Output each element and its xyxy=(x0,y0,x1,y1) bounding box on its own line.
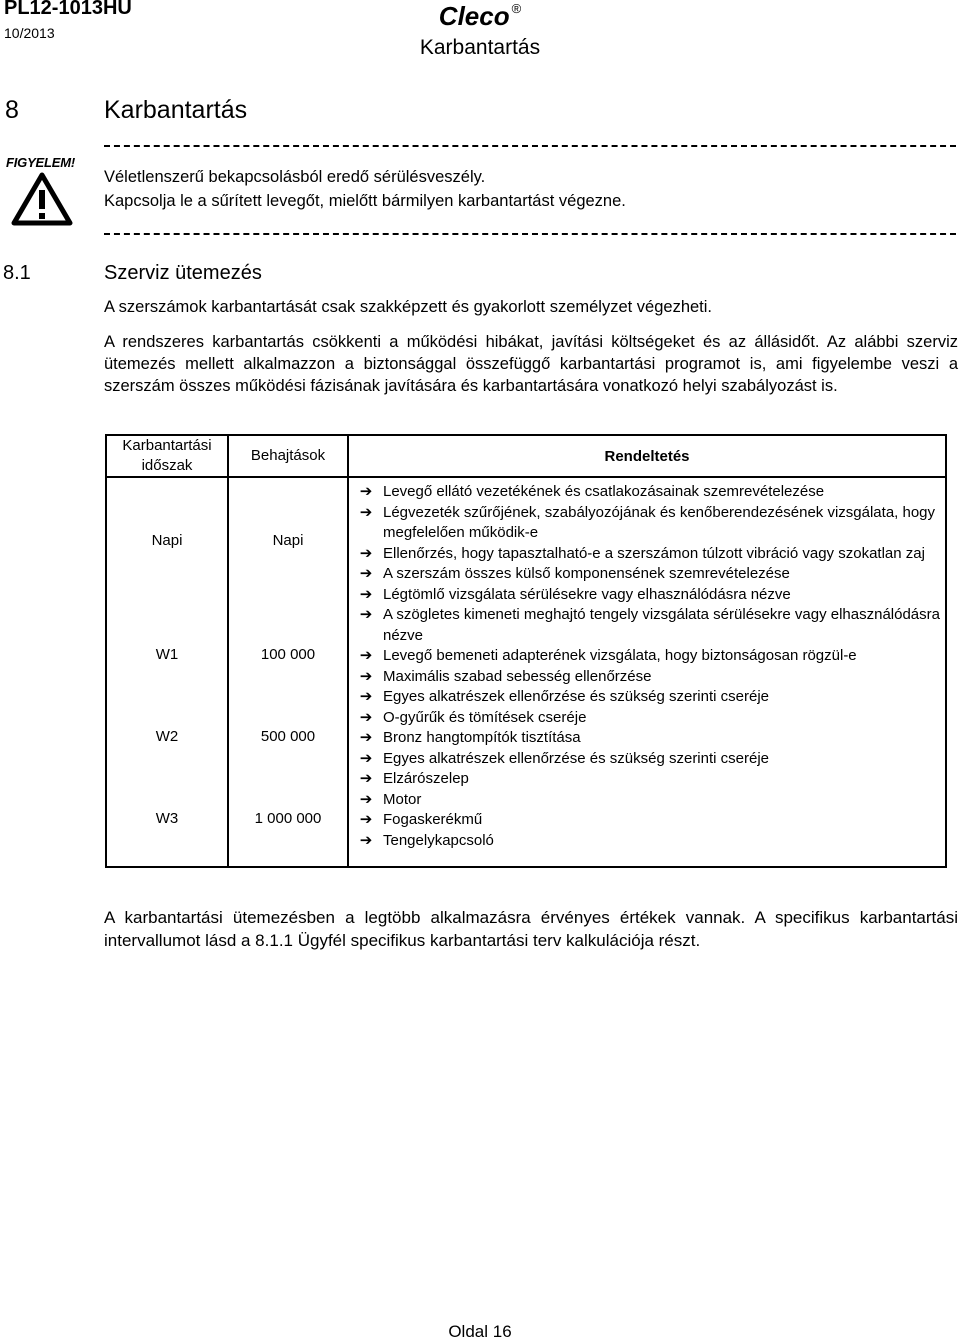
warning-line-2: Kapcsolja le a sűrített levegőt, mielőtt bármilyen karbantartást végezne. xyxy=(104,192,626,210)
subsection-title: Szerviz ütemezés xyxy=(104,262,262,284)
task-item: ➔ Légvezeték szűrőjének, szabályozójának és kenőberendezésének vizsgálata, hogy megfelelően működik-e xyxy=(349,503,945,544)
page-number: Oldal 16 xyxy=(448,1322,512,1341)
task-item: ➔ Tengelykapcsoló xyxy=(349,831,945,852)
document-date: 10/2013 xyxy=(4,25,55,41)
task-item: ➔ Egyes alkatrészek ellenőrzése és szükség szerinti cseréje xyxy=(349,749,945,770)
arrow-right-icon: ➔ xyxy=(359,585,373,603)
document-code: PL12-1013HU xyxy=(4,0,132,19)
task-item: ➔ Levegő ellátó vezetékének és csatlakozásainak szemrevételezése xyxy=(349,482,945,503)
task-item: ➔ Levegő bemeneti adapterének vizsgálata, hogy biztonságosan rögzül-e xyxy=(349,646,945,667)
task-item: ➔ Elzárószelep xyxy=(349,769,945,790)
cycles-napi: Napi xyxy=(272,532,304,549)
cycles-column xyxy=(228,477,348,867)
arrow-right-icon: ➔ xyxy=(359,790,373,808)
arrow-right-icon: ➔ xyxy=(359,606,373,623)
task-item: ➔ Ellenőrzés, hogy tapasztalható-e a szerszámon túlzott vibráció vagy szokatlan zaj xyxy=(349,544,945,565)
warning-line-1: Véletlenszerű bekapcsolásból eredő sérülésveszély. xyxy=(104,168,486,186)
header-period: Karbantartási időszak xyxy=(106,435,228,477)
table-header-row xyxy=(106,435,946,477)
task-item: ➔ O-gyűrűk és tömítések cseréje xyxy=(349,708,945,729)
warning-bottom-divider xyxy=(104,233,956,235)
header-purpose: Rendeltetés xyxy=(348,435,946,477)
cycles-w3: 1 000 000 xyxy=(254,810,322,827)
task-item: ➔ Fogaskerékmű xyxy=(349,810,945,831)
task-item: ➔ A szögletes kimeneti meghajtó tengely vizsgálata sérülésekre vagy elhasználódásra nézve xyxy=(349,605,945,646)
cycles-w1: 100 000 xyxy=(260,646,316,663)
arrow-right-icon: ➔ xyxy=(359,544,373,562)
arrow-right-icon: ➔ xyxy=(359,647,373,664)
task-item: ➔ Légtömlő vizsgálata sérülésekre vagy elhasználódásra nézve xyxy=(349,585,945,606)
period-napi: Napi xyxy=(151,532,183,549)
arrow-right-icon: ➔ xyxy=(359,811,373,828)
paragraph-1: A szerszámok karbantartását csak szakképzett és gyakorlott személyzet végezheti. xyxy=(104,298,713,316)
subsection-number: 8.1 xyxy=(3,262,31,284)
task-item: ➔ Egyes alkatrészek ellenőrzése és szükség szerinti cseréje xyxy=(349,687,945,708)
arrow-right-icon: ➔ xyxy=(359,770,373,787)
period-w2: W2 xyxy=(155,728,179,745)
task-item: ➔ Bronz hangtompítók tisztítása xyxy=(349,728,945,749)
arrow-right-icon: ➔ xyxy=(359,708,373,726)
footer-paragraph: A karbantartási ütemezésben a legtöbb alkalmazásra érvényes értékek vannak. A specifikus karbantartási intervallumot lásd a 8.1.1 Ügyfél specifikus karbantartási terv kalkulációja részt. xyxy=(104,908,958,950)
tasks-column xyxy=(348,477,946,867)
section-number: 8 xyxy=(5,96,19,124)
header-cycles: Behajtások xyxy=(228,435,348,477)
arrow-right-icon: ➔ xyxy=(359,749,373,767)
service-schedule-table xyxy=(105,434,947,868)
arrow-right-icon: ➔ xyxy=(359,831,373,849)
period-column xyxy=(106,477,228,867)
table-body-row xyxy=(106,477,946,867)
arrow-right-icon: ➔ xyxy=(359,667,373,685)
arrow-right-icon: ➔ xyxy=(359,729,373,746)
period-w1: W1 xyxy=(155,646,179,663)
header-title: Karbantartás xyxy=(419,36,541,59)
brand-logo xyxy=(0,1,960,32)
cycles-w2: 500 000 xyxy=(260,728,316,745)
task-item: ➔ Motor xyxy=(349,790,945,811)
brand-name: Cleco xyxy=(438,1,510,31)
registered-mark: ® xyxy=(511,1,522,16)
arrow-right-icon: ➔ xyxy=(359,688,373,705)
task-item: ➔ Maximális szabad sebesség ellenőrzése xyxy=(349,667,945,688)
section-title: Karbantartás xyxy=(104,96,248,124)
arrow-right-icon: ➔ xyxy=(359,565,373,582)
warning-triangle-icon xyxy=(11,172,73,231)
task-item: ➔ A szerszám összes külső komponensének szemrevételezése xyxy=(349,564,945,585)
paragraph-2: A rendszeres karbantartás csökkenti a működési hibákat, javítási költségeket és az állásidőt. Az alábbi szerviz ütemezés mellett alkalmazzon a biztonsággal összefüggő karbantartási programot is, ami figyelembe veszi a szerszám összes működési fázisának javítására és karbantartására vonatkozó helyi szabályozást is. xyxy=(104,333,958,395)
arrow-right-icon: ➔ xyxy=(359,503,373,521)
warning-label: FIGYELEM! xyxy=(6,155,75,170)
period-w3: W3 xyxy=(155,810,179,827)
warning-top-divider xyxy=(104,145,956,147)
arrow-right-icon: ➔ xyxy=(359,483,373,500)
